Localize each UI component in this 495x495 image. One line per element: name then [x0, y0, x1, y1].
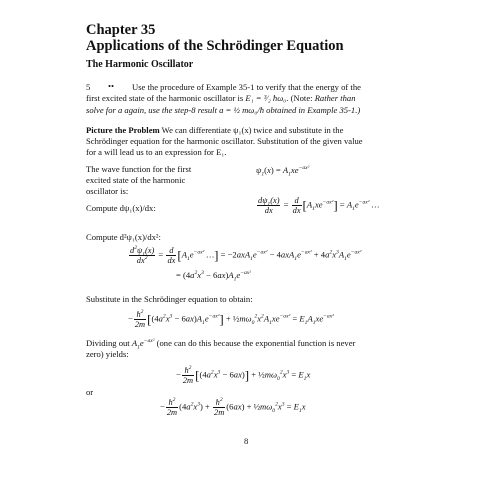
- picture-text-1: We can differentiate ψ₁(x) twice and substitute in the: [161, 125, 344, 135]
- chapter-number: Chapter 35: [86, 22, 156, 38]
- problem-line-2: [86, 93, 356, 104]
- difficulty-dots: ••: [108, 81, 115, 91]
- problem-line-3: solve for a again, use the step-8 result a = ½ mω₀/ħ obtained in Example 35-1.): [86, 105, 361, 115]
- problem-note: . (Note:: [286, 93, 313, 103]
- wave-label-3: oscillator is:: [86, 186, 129, 196]
- problem-line-2-text: first excited state of the harmonic oscillator is: [86, 93, 244, 103]
- second-derivative-simplified: = $(4a^2x^3 - 6ax)A_1e^{-ax^2}$: [176, 270, 251, 283]
- picture-line-1: [86, 125, 343, 136]
- reduced-equation-2: − $\frac{ħ^2}{2m}$ $(4a^2x^3)$ + $\frac{ħ^2}{2m}$ $(6ax) + \frac{1}{2}m\omega_0^2x^3 = E_1x$: [160, 397, 306, 417]
- dividing-line-1: [86, 338, 355, 349]
- or-label: or: [86, 387, 94, 397]
- wave-label-2: excited state of the harmonic: [86, 175, 186, 185]
- reduced-equation-1: − $\frac{ħ^2}{2m}$ $[(4a^2x^3 - 6ax)]$ + $\frac{1}{2}m\omega_0^2x^3 = E_1x$: [176, 365, 311, 385]
- energy-expression: E₁ = ³⁄₂ ħω₀: [245, 93, 287, 103]
- second-derivative-equation: $\frac{d^2\psi_1(x)}{dx^2}$ = $\frac{d}{dx}$ [$A_1e^{-ax^2}$ …] = $-2axA_1e^{-ax^2} - 4axA_1e^{-ax^2} + 4a^2x^3A_1e^{-ax^2}$: [130, 245, 362, 265]
- dividing-text-a: Dividing out: [86, 338, 130, 348]
- dividing-factor: $A_1e^{-ax^2}$: [131, 338, 155, 351]
- problem-note-italic: Rather than: [314, 93, 356, 103]
- picture-line-2: Schrödinger equation for the harmonic oscillator. Substitution of the given value: [86, 136, 363, 146]
- problem-number: 5: [86, 82, 91, 92]
- first-derivative-equation: $\frac{d\psi_1(x)}{dx}$ = $\frac{d}{dx}$ $[A_1xe^{-ax^2}] = A_1e^{-ax^2}$ …: [258, 196, 380, 215]
- wave-function-equation: $\psi_1(x) = A_1xe^{-ax^2}$: [256, 165, 310, 178]
- dividing-text-b: (one can do this because the exponential function is never: [156, 338, 356, 348]
- picture-label: Picture the Problem: [86, 125, 160, 135]
- problem-line-1: Use the procedure of Example 35-1 to verify that the energy of the: [132, 82, 361, 92]
- schrodinger-substitution-equation: − $\frac{ħ^2}{2m}$ $[(4a^2x^3 - 6ax)A_1e^{-ax^2}]$ + $\frac{1}{2}m\omega_0^2x^2A_1xe^{-ax^2} = E_1A_1xe^{-ax^2}$: [128, 309, 334, 329]
- picture-line-3: for a will lead us to an expression for E₁.: [86, 147, 227, 157]
- chapter-title: Applications of the Schrödinger Equation: [86, 38, 344, 54]
- compute-second-derivative: Compute d²ψ₁(x)/dx²:: [86, 232, 161, 242]
- wave-label-1: The wave function for the first: [86, 164, 192, 174]
- substitute-label: Substitute in the Schrödinger equation to obtain:: [86, 294, 253, 304]
- compute-first-derivative: Compute dψ₁(x)/dx:: [86, 203, 156, 213]
- dividing-line-2: zero) yields:: [86, 349, 129, 359]
- section-heading: The Harmonic Oscillator: [86, 59, 194, 70]
- page-number: 8: [244, 436, 249, 446]
